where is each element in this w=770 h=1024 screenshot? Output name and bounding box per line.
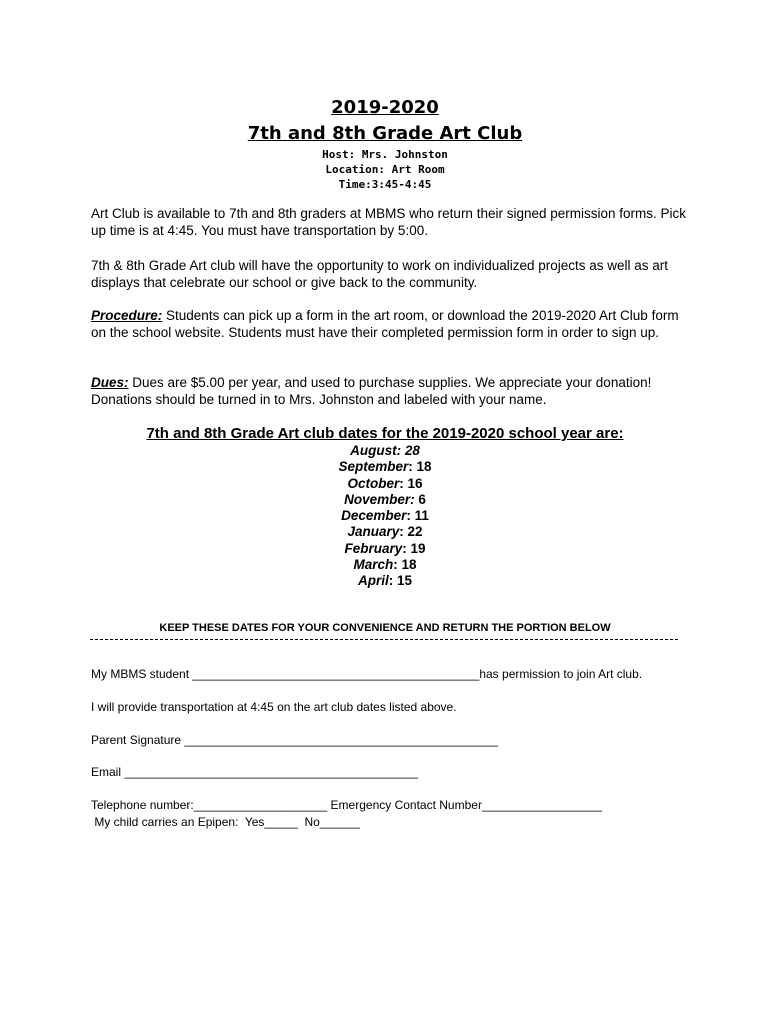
phone-text: Telephone number:____________________ Emergency Contact Number__________________ <box>91 798 603 812</box>
title-block <box>0 95 770 192</box>
intro-paragraph-2 <box>91 257 691 291</box>
intro-text-1: Art Club is available to 7th and 8th graders at MBMS who return their signed permission forms. Pick up time is at 4:45. You must have transportation by 5:00. <box>91 206 687 238</box>
phone-line <box>91 798 691 813</box>
date-item: October: 16 <box>347 475 423 491</box>
date-item: November: 6 <box>344 491 426 507</box>
location-line: Location: Art Room <box>325 163 445 176</box>
date-item: April: 15 <box>357 573 413 589</box>
email-text: Email ____________________________________________ <box>91 765 418 779</box>
date-item: February: 19 <box>344 540 426 556</box>
club-dates-list <box>0 443 770 590</box>
epipen-text: My child carries an Epipen: Yes_____ No______ <box>91 815 360 829</box>
date-item: March: 18 <box>353 557 417 573</box>
parent-signature-text: Parent Signature _______________________________________________ <box>91 733 499 747</box>
cut-line-divider <box>90 639 678 640</box>
student-permission-text: My MBMS student ___________________________________________has permission to join Art club. <box>91 667 643 681</box>
host-line: Host: Mrs. Johnston <box>322 148 448 161</box>
school-year-title: 2019-2020 <box>331 97 439 118</box>
parent-signature-line <box>91 733 691 748</box>
procedure-paragraph <box>91 307 691 341</box>
date-item: January: 22 <box>347 524 423 540</box>
student-permission-line <box>91 667 691 682</box>
dues-text: Dues are $5.00 per year, and used to purchase supplies. We appreciate your donation! Donations should be turned in to Mrs. Johnston and labeled with your name. <box>91 375 652 407</box>
time-line: Time:3:45-4:45 <box>338 178 432 191</box>
dues-paragraph <box>91 374 691 408</box>
date-item: December: 11 <box>341 508 429 524</box>
club-title: 7th and 8th Grade Art Club <box>247 123 523 144</box>
intro-paragraph-1 <box>91 205 691 239</box>
transport-line <box>91 700 691 715</box>
epipen-line <box>91 815 691 830</box>
keep-notice: KEEP THESE DATES FOR YOUR CONVENIENCE AND RETURN THE PORTION BELOW <box>159 622 611 634</box>
procedure-text: Students can pick up a form in the art room, or download the 2019-2020 Art Club form on the school website. Students must have their completed permission form in order to sign up. <box>91 308 679 340</box>
procedure-label: Procedure: <box>91 308 163 323</box>
dues-label: Dues: <box>91 375 129 390</box>
transport-text: I will provide transportation at 4:45 on the art club dates listed above. <box>91 700 457 714</box>
date-item: September: 18 <box>338 459 432 475</box>
dates-heading: 7th and 8th Grade Art club dates for the 2019-2020 school year are: <box>146 425 624 442</box>
email-line <box>91 765 691 780</box>
date-item: August: 28 <box>350 443 420 458</box>
intro-text-2: 7th & 8th Grade Art club will have the opportunity to work on individualized projects as well as art displays that celebrate our school or give back to the community. <box>91 258 669 290</box>
